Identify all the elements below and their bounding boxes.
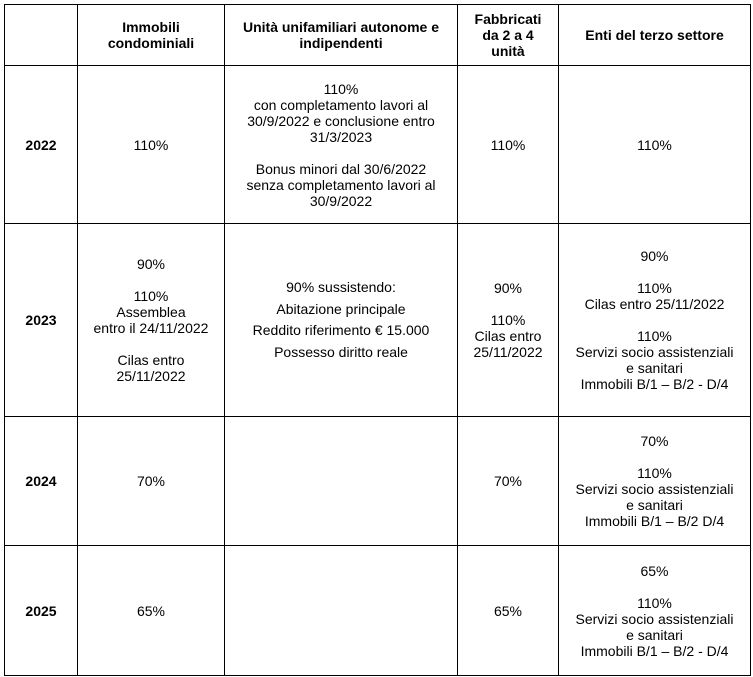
- header-text: Unità unifamiliari autonome e: [242, 19, 440, 35]
- cell-unifamiliari: [225, 417, 458, 546]
- cell-line: 110%: [637, 465, 672, 481]
- cell-line: Cilas entro 25/11/2022: [584, 296, 725, 312]
- cell-line: 70%: [136, 473, 166, 489]
- header-immobili-condominiali: [78, 5, 225, 66]
- table-row-2023: [5, 224, 751, 417]
- cell-fabbricati: [458, 417, 559, 546]
- cell-line: 90% sussistendo:: [286, 279, 396, 295]
- cell-enti: [559, 546, 751, 676]
- header-corner: [5, 5, 78, 66]
- cell-line: Servizi socio assistenziali: [575, 344, 734, 360]
- cell-line: Cilas entro: [117, 352, 185, 368]
- table-row-2024: [5, 417, 751, 546]
- header-text: Immobili: [122, 19, 180, 35]
- cell-fabbricati: [458, 66, 559, 224]
- header-text: unità: [491, 43, 525, 59]
- table-row-2025: [5, 546, 751, 676]
- cell-line: [81, 336, 221, 352]
- cell-line: e sanitari: [626, 497, 683, 513]
- cell-line: 110%: [637, 136, 672, 153]
- cell-fabbricati: [458, 546, 559, 676]
- cell-condominiali: [78, 417, 225, 546]
- cell-line: 110%: [133, 136, 169, 153]
- cell-line: [228, 145, 454, 161]
- cell-line: [562, 579, 747, 595]
- cell-line: 65%: [493, 602, 523, 619]
- cell-line: 90%: [640, 248, 669, 264]
- cell-line: [562, 449, 747, 465]
- header-text: Enti del terzo settore: [585, 27, 724, 43]
- cell-line: Servizi socio assistenziali: [575, 481, 734, 497]
- year-cell: 2024: [5, 417, 78, 546]
- cell-line: 25/11/2022: [473, 344, 543, 360]
- cell-line: Assemblea: [116, 304, 186, 320]
- cell-line: 30/9/2022 e conclusione entro: [247, 112, 435, 129]
- year-cell: 2022: [5, 66, 78, 224]
- year-cell: 2025: [5, 546, 78, 676]
- cell-line: Cilas entro: [474, 328, 542, 344]
- cell-line: e sanitari: [626, 360, 683, 376]
- header-row: [5, 5, 751, 66]
- cell-line: [461, 296, 555, 312]
- header-text: condominiali: [107, 35, 195, 51]
- cell-unifamiliari: [225, 546, 458, 676]
- header-text: da 2 a 4: [482, 27, 534, 43]
- cell-line: Possesso diritto reale: [274, 343, 408, 360]
- cell-line: 30/9/2022: [309, 192, 373, 209]
- cell-line: Abitazione principale: [276, 300, 406, 317]
- cell-line: 25/11/2022: [116, 368, 186, 384]
- cell-line: Immobili B/1 – B/2 - D/4: [580, 642, 729, 659]
- superbonus-table: [4, 4, 751, 676]
- cell-line: Reddito riferimento € 15.000: [252, 322, 430, 338]
- cell-line: 110%: [637, 328, 672, 344]
- cell-line: 90%: [136, 256, 166, 272]
- cell-line: [562, 264, 747, 280]
- cell-line: 70%: [640, 433, 669, 449]
- cell-line: [81, 272, 221, 288]
- header-text: Fabbricati: [474, 11, 542, 27]
- header-enti-terzo-settore: [559, 5, 751, 66]
- cell-line: 110%: [490, 312, 526, 328]
- cell-enti: [559, 224, 751, 417]
- cell-line: entro il 24/11/2022: [93, 320, 209, 336]
- header-unita-unifamiliari: [225, 5, 458, 66]
- cell-line: Immobili B/1 – B/2 D/4: [584, 513, 725, 529]
- cell-line: 110%: [133, 288, 169, 304]
- year-cell: 2023: [5, 224, 78, 417]
- cell-line: 65%: [136, 602, 166, 619]
- cell-unifamiliari: [225, 66, 458, 224]
- header-fabbricati: [458, 5, 559, 66]
- cell-line: 31/3/2023: [309, 128, 373, 145]
- cell-line: [562, 312, 747, 328]
- cell-condominiali: [78, 224, 225, 417]
- cell-enti: [559, 66, 751, 224]
- cell-fabbricati: [458, 224, 559, 417]
- cell-unifamiliari: [225, 224, 458, 417]
- cell-line: 110%: [323, 80, 359, 97]
- cell-line: senza completamento lavori al: [246, 176, 436, 193]
- cell-line: 110%: [637, 594, 672, 611]
- cell-line: con completamento lavori al: [253, 96, 429, 113]
- cell-line: 110%: [637, 280, 672, 296]
- cell-line: 90%: [493, 280, 523, 296]
- table-row-2022: [5, 66, 751, 224]
- cell-line: Immobili B/1 – B/2 - D/4: [580, 376, 729, 392]
- cell-line: e sanitari: [626, 626, 683, 643]
- header-text: indipendenti: [299, 35, 383, 51]
- cell-enti: [559, 417, 751, 546]
- cell-line: Bonus minori dal 30/6/2022: [255, 160, 427, 177]
- cell-condominiali: [78, 546, 225, 676]
- cell-condominiali: [78, 66, 225, 224]
- cell-line: 65%: [640, 562, 669, 579]
- cell-line: 70%: [493, 473, 523, 489]
- cell-line: Servizi socio assistenziali: [575, 610, 734, 627]
- cell-line: 110%: [490, 136, 526, 153]
